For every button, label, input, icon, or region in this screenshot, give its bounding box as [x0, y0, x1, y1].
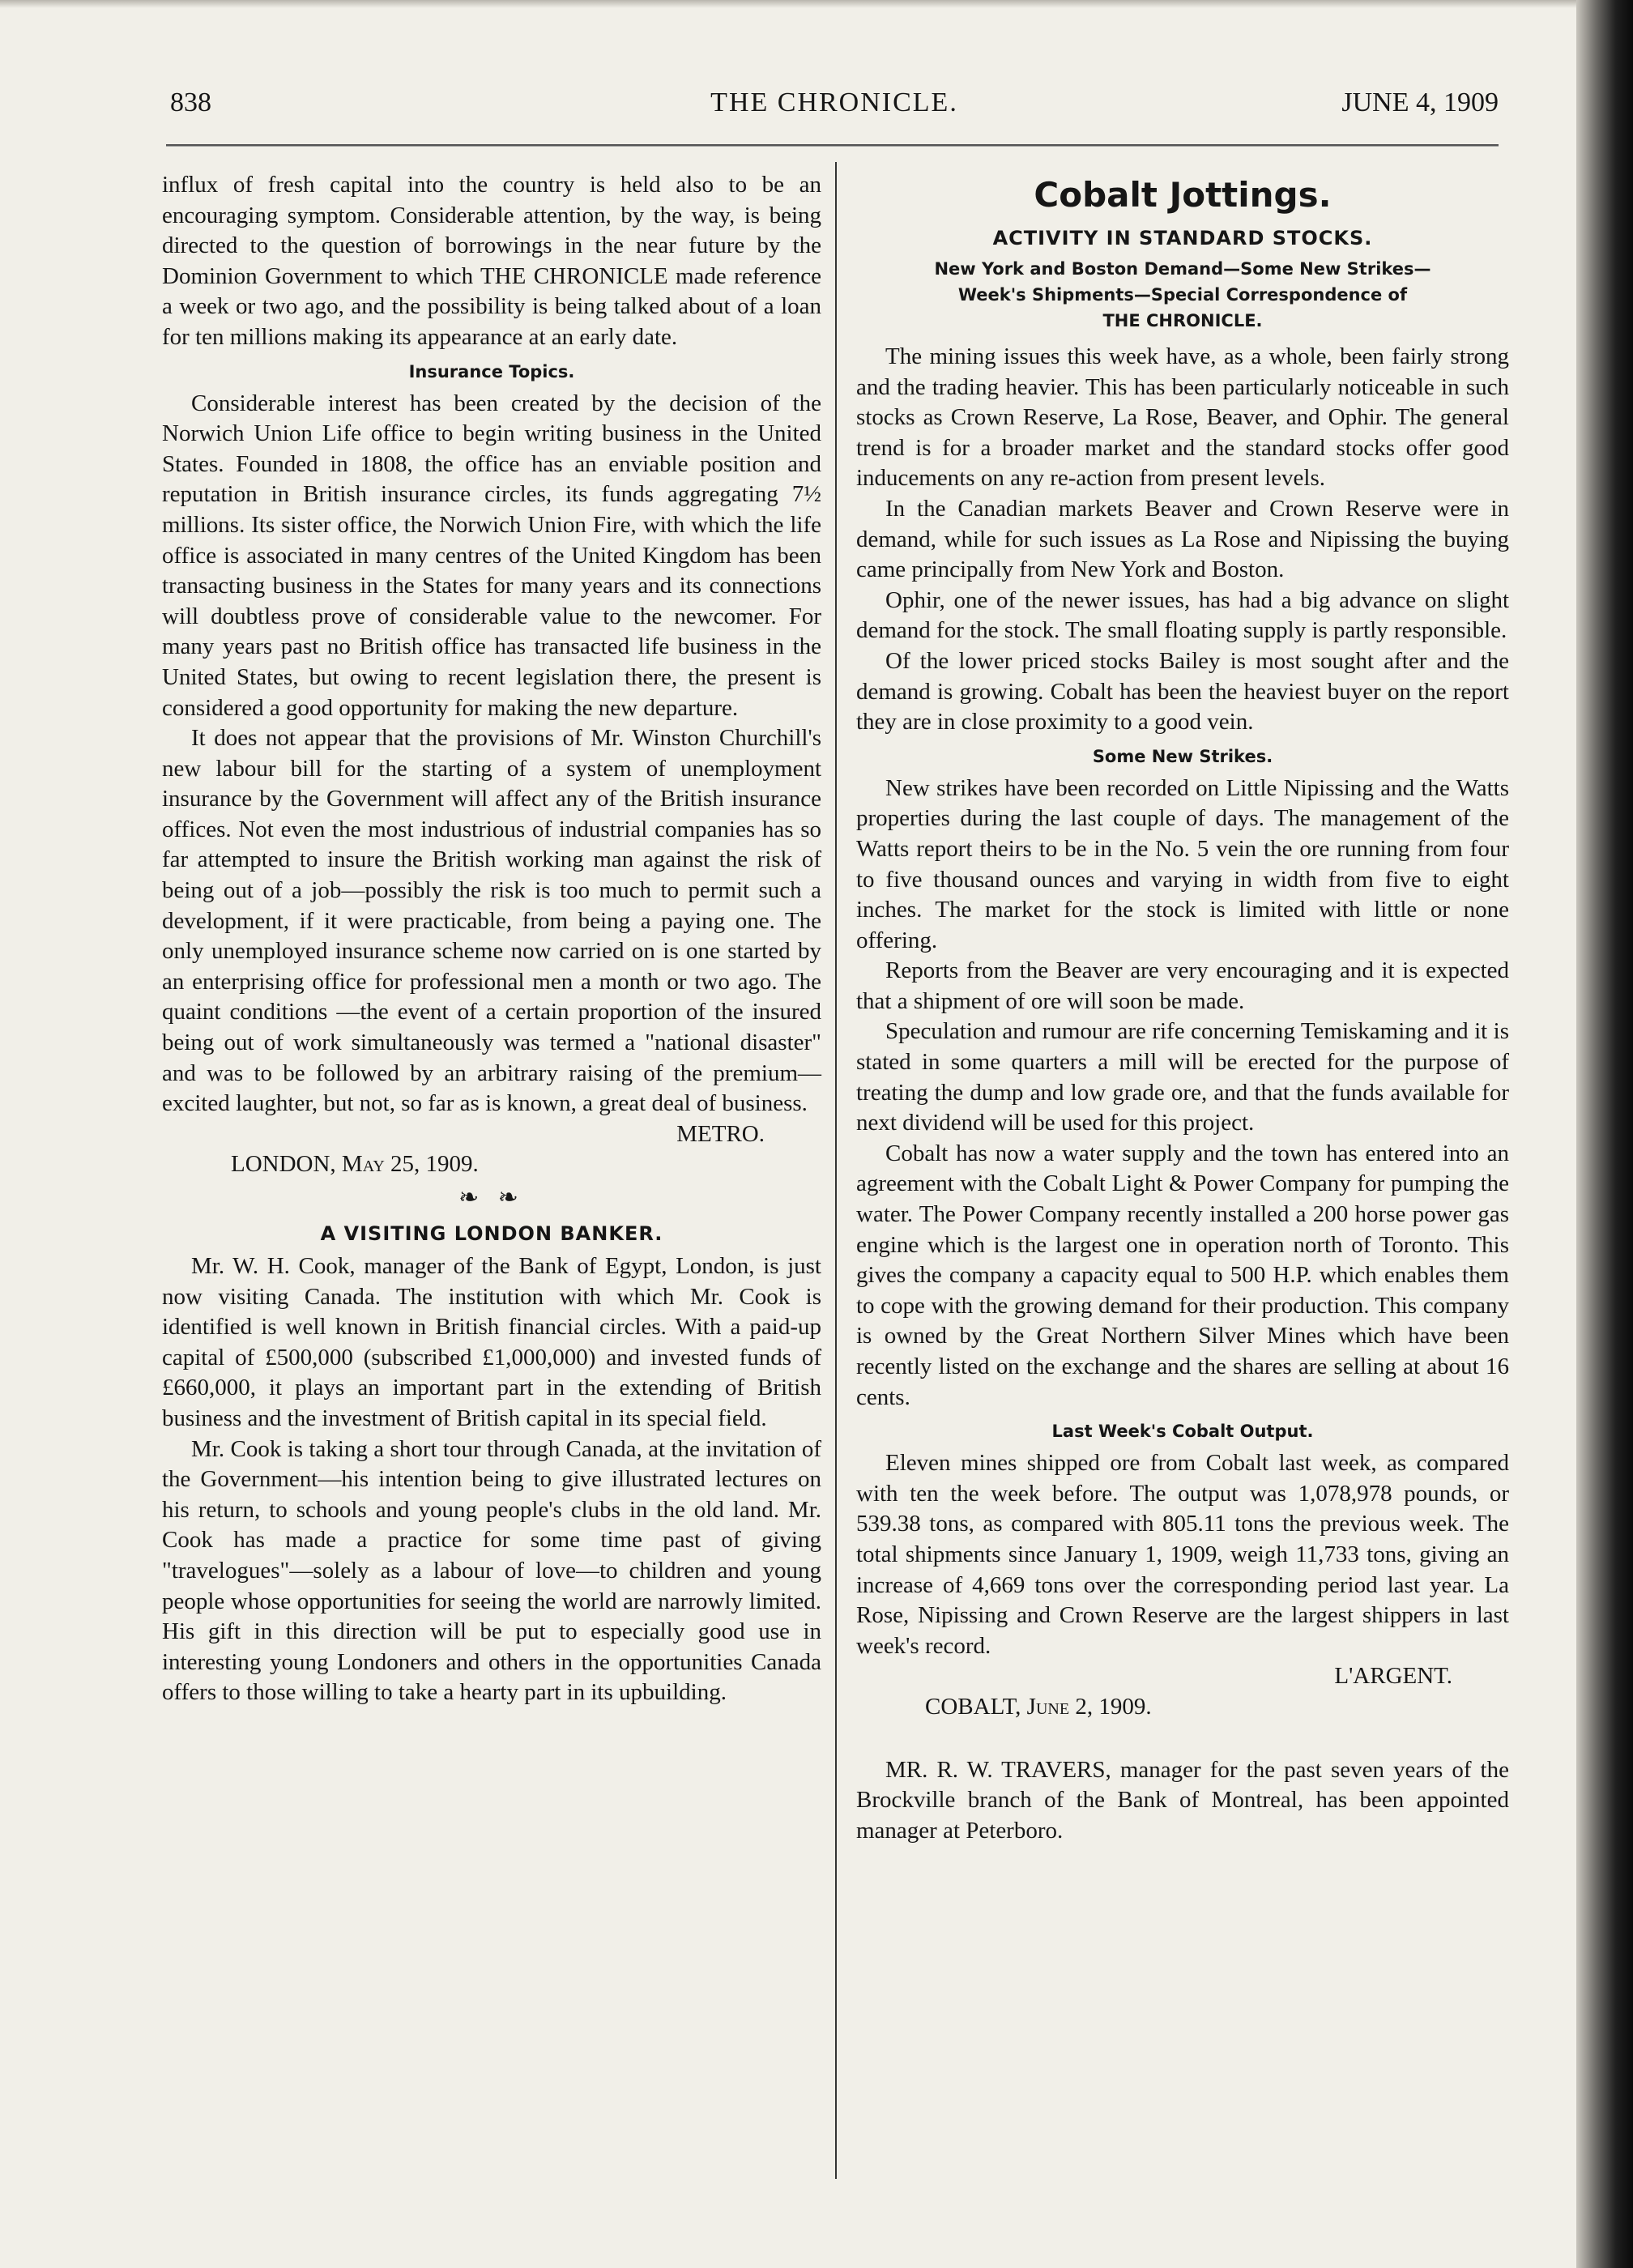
london-letter-dateline: LONDON, May 25, 1909.	[231, 1151, 479, 1178]
publication-title: THE CHRONICLE.	[710, 87, 958, 117]
cobalt-signature: L'ARGENT.	[1334, 1663, 1452, 1690]
cobalt-output-heading: Last Week's Cobalt Output.	[1051, 1422, 1314, 1442]
cobalt-deck	[856, 256, 1509, 334]
visiting-banker-heading: A VISITING LONDON BANKER.	[320, 1222, 663, 1245]
cobalt-paragraph-8: Cobalt has now a water supply and the town has entered into an agreement with the Cobalt Light & Power Company for pumping the water. The Power Company recently installed a 200 horse power gas engine which is the largest one in operation north of Toronto. This gives the company a capacity equal to 500 H.P. which enables them to cope with the growing demand for their production. This company is owned by the Great Northern Silver Mines which have been recently listed on the exchange and the shares are selling at about 16 cents.	[856, 1140, 1509, 1410]
column-divider	[835, 162, 837, 2179]
spacer	[856, 1723, 1509, 1755]
london-letter-signature: METRO.	[676, 1120, 765, 1147]
cobalt-paragraph-3: Ophir, one of the newer issues, has had a big advance on slight demand for the stock. The small floating supply is partly responsible.	[856, 586, 1509, 644]
cobalt-jottings-headline: Cobalt Jottings.	[1034, 175, 1332, 215]
new-strikes-heading: Some New Strikes.	[1092, 746, 1273, 766]
deck-line: New York and Boston Demand—Some New Strikes—	[934, 259, 1431, 279]
cobalt-paragraph-1: The mining issues this week have, as a whole, been fairly strong and the trading heavier. This has been particularly noticeable in such stocks as Crown Reserve, La Rose, Beaver, and Ophir. The general trend is for a broader market and the standard stocks offer good inducements on any re-action from present levels.	[856, 343, 1509, 492]
page-number: 838	[170, 87, 211, 117]
cobalt-paragraph-5: New strikes have been recorded on Little Nipissing and the Watts properties during the last couple of days. The management of the Watts report theirs to be in the No. 5 vein the ore running from four to five thousand ounces and varying in width from five to eight inches. The market for the stock is limited with little or none offering.	[856, 774, 1509, 953]
deck-line: THE CHRONICLE.	[1102, 311, 1263, 330]
travers-appointment-note: MR. R. W. TRAVERS, manager for the past seven years of the Brockville branch of the Bank of Montreal, has been appointed manager at Peterboro.	[856, 1756, 1509, 1844]
header-rule	[166, 144, 1499, 147]
cobalt-paragraph-9: Eleven mines shipped ore from Cobalt last week, as compared with ten the week before. The output was 1,078,978 pounds, or 539.38 tons, as compared with 805.11 tons the previous week. The total shipments since January 1, 1909, weigh 11,733 tons, giving an increase of 4,669 tons over the corresponding period last year. La Rose, Nipissing and Crown Reserve are the largest shippers in last week's record.	[856, 1450, 1509, 1659]
scan-edge-top	[0, 0, 1633, 8]
insurance-paragraph-1: Considerable interest has been created by the decision of the Norwich Union Life office to begin writing business in the United States. Founded in 1808, the office has an enviable position and reputation in British insurance circles, its funds aggregating 7½ millions. Its sister office, the Norwich Union Fire, with which the life office is associated in many centres of the United Kingdom has been transacting business in the States for many years and its connections will doubtless prove of considerable value to the newcomer. For many years past no British office has transacted life business in the United States, but owing to recent legislation there, the present is considered a good opportunity for making the new departure.	[162, 390, 821, 721]
cobalt-dateline: COBALT, June 2, 1909.	[925, 1693, 1152, 1720]
right-column	[856, 170, 1509, 1846]
insurance-paragraph-2: It does not appear that the provisions of Mr. Winston Churchill's new labour bill for the starting of a system of unemployment insurance by the Government will affect any of the British insurance offices. Not even the most industrious of industrial companies has so far attempted to insure the British working man against the risk of being out of a job—possibly the risk is too much to permit such a development, if it were practicable, from being a paying one. The only unemployed insurance scheme now carried on is one started by an enterprising office for professional men a month or two ago. The quaint conditions —the event of a certain proportion of the insured being out of work simultaneously was termed a "national disaster" and was to be followed by an arbitrary raising of the premium—excited laughter, but not, so far as is known, a great deal of business.	[162, 725, 821, 1117]
insurance-topics-heading: Insurance Topics.	[408, 361, 575, 382]
cobalt-paragraph-4: Of the lower priced stocks Bailey is most sought after and the demand is growing. Cobalt has been the heaviest buyer on the report they are in close proximity to a good vein.	[856, 647, 1509, 735]
london-letter-continuation: influx of fresh capital into the country is held also to be an encouraging symptom. Considerable attention, by the way, is being directed to the question of borrowings in the near future by the Dominion Government to which THE CHRONICLE made reference a week or two ago, and the possibility is being talked about of a loan for ten millions making its appearance at an early date.	[162, 172, 821, 350]
ornament-divider: ❧ ❧	[458, 1184, 525, 1211]
cobalt-paragraph-6: Reports from the Beaver are very encouraging and it is expected that a shipment of ore will soon be made.	[856, 957, 1509, 1014]
cobalt-paragraph-7: Speculation and rumour are rife concerning Temiskaming and it is stated in some quarters a mill will be erected for the purpose of treating the dump and low grade ore, and that the funds available for next dividend will be used for this project.	[856, 1018, 1509, 1136]
cobalt-subheading: ACTIVITY IN STANDARD STOCKS.	[992, 227, 1373, 249]
deck-line: Week's Shipments—Special Correspondence of	[957, 285, 1408, 305]
issue-date: JUNE 4, 1909	[1341, 87, 1499, 117]
banker-paragraph-2: Mr. Cook is taking a short tour through Canada, at the invitation of the Government—his intention being to give illustrated lectures on his return, to schools and young people's clubs in the old land. Mr. Cook has made a practice for some time past of giving "travelogues"—solely as a labour of love—to children and young people whose opportunities for seeing the world are narrowly limited. His gift in this direction will be put to especially good use in interesting young Londoners and others in the opportunities Canada offers to those willing to take a hearty part in its upbuilding.	[162, 1435, 821, 1706]
page-header	[170, 79, 1499, 128]
banker-paragraph-1: Mr. W. H. Cook, manager of the Bank of Egypt, London, is just now visiting Canada. The institution with which Mr. Cook is identified is well known in British financial circles. With a paid-up capital of £500,000 (subscribed £1,000,000) and invested funds of £660,000, it plays an important part in the extending of British business and the investment of British capital in its special field.	[162, 1253, 821, 1431]
left-column	[162, 170, 821, 1708]
scan-edge-right	[1576, 0, 1633, 2268]
cobalt-paragraph-2: In the Canadian markets Beaver and Crown Reserve were in demand, while for such issues as La Rose and Nipissing the buying came principally from New York and Boston.	[856, 495, 1509, 583]
